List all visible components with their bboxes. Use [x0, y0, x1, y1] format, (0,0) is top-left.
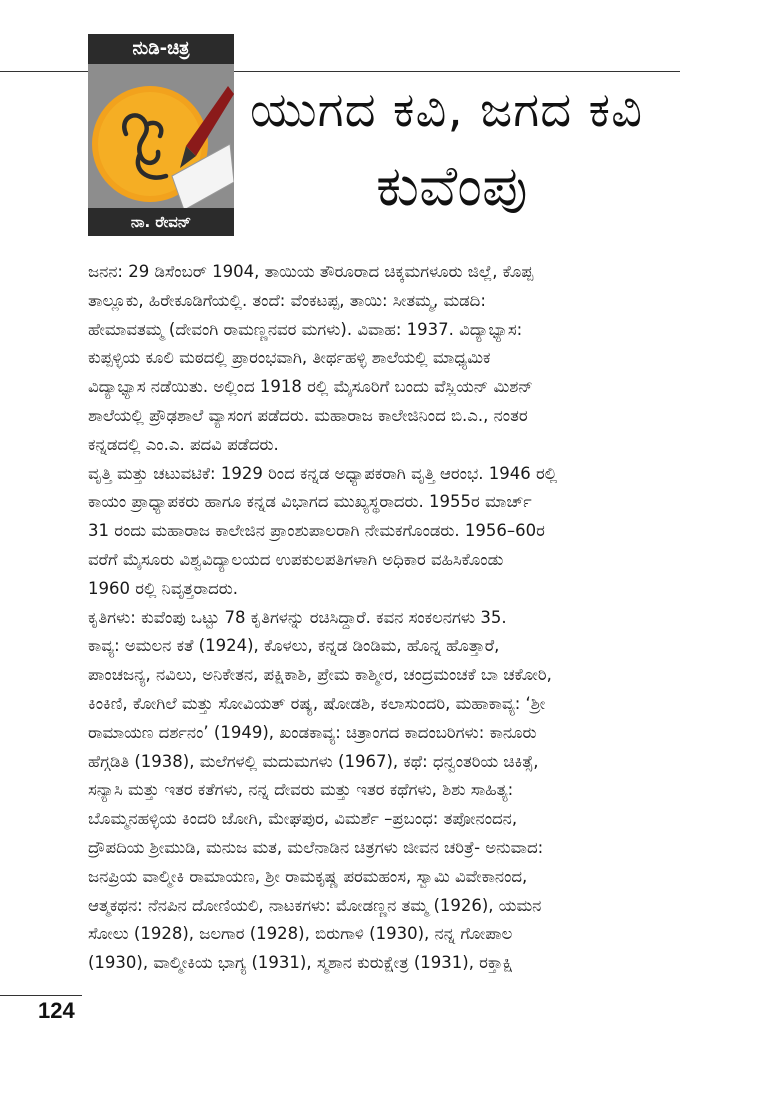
body-line: 31 ರಂದು ಮಹಾರಾಜ ಕಾಲೇಜಿನ ಪ್ರಾಂಶುಪಾಲರಾಗಿ ನೇಮಕಗೊಂಡರು. 1956–60ರ: [88, 521, 545, 541]
body-line: ಕನ್ನಡದಲ್ಲಿ ಎಂ.ಎ. ಪದವಿ ಪಡೆದರು.: [88, 434, 279, 454]
body-line: ವಿದ್ಯಾಭ್ಯಾಸ ನಡೆಯಿತು. ಅಲ್ಲಿಂದ 1918 ರಲ್ಲಿ ಮೈಸೂರಿಗೆ ಬಂದು ವೆಸ್ಲಿಯನ್ ಮಿಶನ್: [88, 377, 533, 397]
author-name: ನಾ. ರೇವನ್: [88, 208, 234, 236]
pen-nib-logo-icon: [88, 64, 234, 210]
body-line: ಹೇಮಾವತಮ್ಮ (ದೇವಂಗಿ ರಾಮಣ್ಣನವರ ಮಗಳು). ವಿವಾಹ: 1937. ವಿದ್ಯಾಭ್ಯಾಸ:: [88, 319, 523, 339]
body-line: ಬೊಮ್ಮನಹಳ್ಳಿಯ ಕಿಂದರಿ ಜೋಗಿ, ಮೇಘಪುರ, ವಿಮರ್ಶೆ –ಪ್ರಬಂಧ: ತಪೋನಂದನ,: [88, 809, 518, 829]
body-line: ಕೃತಿಗಳು: ಕುವೆಂಪು ಒಟ್ಟು 78 ಕೃತಿಗಳನ್ನು ರಚಿಸಿದ್ದಾರೆ. ಕವನ ಸಂಕಲನಗಳು 35.: [88, 607, 507, 627]
body-line: ಕುಪ್ಪಳ್ಳಿಯ ಕೂಲಿ ಮಠದಲ್ಲಿ ಪ್ರಾರಂಭವಾಗಿ, ತೀರ್ಥಹಳ್ಳಿ ಶಾಲೆಯಲ್ಲಿ ಮಾಧ್ಯಮಿಕ: [88, 348, 491, 368]
body-line: ಕಿಂಕಿಣಿ, ಕೋಗಿಲೆ ಮತ್ತು ಸೋವಿಯತ್ ರಷ್ಯ, ಷೋಡಶಿ, ಕಲಾಸುಂದರಿ, ಮಹಾಕಾವ್ಯ: ‘ಶ್ರೀ: [88, 693, 546, 713]
body-line: ಸೋಲು (1928), ಜಲಗಾರ (1928), ಬಿರುಗಾಳಿ (1930), ನನ್ನ ಗೋಪಾಲ: [88, 924, 513, 944]
body-line: ಆತ್ಮಕಥನ: ನೆನಪಿನ ದೋಣಿಯಲಿ, ನಾಟಕಗಳು: ಮೋಡಣ್ಣನ ತಮ್ಮ (1926), ಯಮನ: [88, 895, 542, 915]
body-line: ಕಾಯಂ ಪ್ರಾಧ್ಯಾಪಕರು ಹಾಗೂ ಕನ್ನಡ ವಿಭಾಗದ ಮುಖ್ಯಸ್ಥರಾದರು. 1955ರ ಮಾರ್ಚ್: [88, 492, 532, 512]
body-line: ಜನಪ್ರಿಯ ವಾಲ್ಮೀಕಿ ರಾಮಾಯಣ, ಶ್ರೀ ರಾಮಕೃಷ್ಣ ಪರಮಹಂಸ, ಸ್ವಾಮಿ ವಿವೇಕಾನಂದ,: [88, 866, 528, 886]
page-title-line1: ಯುಗದ ಕವಿ, ಜಗದ ಕವಿ: [250, 82, 644, 138]
body-line: (1930), ವಾಲ್ಮೀಕಿಯ ಭಾಗ್ಯ (1931), ಸ್ಮಶಾನ ಕುರುಕ್ಷೇತ್ರ (1931), ರಕ್ತಾಕ್ಷಿ: [88, 953, 513, 973]
footer-rule: [0, 995, 82, 996]
page-number: 124: [38, 998, 75, 1023]
body-line: ವರೆಗೆ ಮೈಸೂರು ವಿಶ್ವವಿದ್ಯಾಲಯದ ಉಪಕುಲಪತಿಗಳಾಗಿ ಅಧಿಕಾರ ವಹಿಸಿಕೊಂಡು: [88, 549, 504, 569]
body-line: 1960 ರಲ್ಲಿ ನಿವೃತ್ತರಾದರು.: [88, 578, 238, 598]
body-line: ರಾಮಾಯಣ ದರ್ಶನಂ’ (1949), ಖಂಡಕಾವ್ಯ: ಚಿತ್ರಾಂಗದ ಕಾದಂಬರಿಗಳು: ಕಾನೂರು: [88, 722, 537, 742]
body-line: ಹೆಗ್ಗಡಿತಿ (1938), ಮಲೆಗಳಲ್ಲಿ ಮದುಮಗಳು (1967), ಕಥೆ: ಧನ್ವಂತರಿಯ ಚಿಕಿತ್ಸೆ,: [88, 751, 539, 771]
page-title-line2: ಕುವೆಂಪು: [376, 154, 528, 219]
body-line: ಶಾಲೆಯಲ್ಲಿ ಪ್ರೌಢಶಾಲೆ ವ್ಯಾಸಂಗ ಪಡೆದರು. ಮಹಾರಾಜ ಕಾಲೇಜಿನಿಂದ ಬಿ.ಎ., ನಂತರ: [88, 405, 528, 425]
body-line: ವೃತ್ತಿ ಮತ್ತು ಚಟುವಟಿಕೆ: 1929 ರಿಂದ ಕನ್ನಡ ಅಧ್ಯಾಪಕರಾಗಿ ವೃತ್ತಿ ಆರಂಭ. 1946 ರಲ್ಲಿ: [88, 463, 558, 483]
section-label: ನುಡಿ-ಚಿತ್ರ: [88, 34, 234, 64]
body-line: ದ್ರೌಪದಿಯ ಶ್ರೀಮುಡಿ, ಮನುಜ ಮತ, ಮಲೆನಾಡಿನ ಚಿತ್ರಗಳು ಜೀವನ ಚರಿತ್ರೆ- ಅನುವಾದ:: [88, 837, 544, 857]
body-line: ಪಾಂಚಜನ್ಯ, ನವಿಲು, ಅನಿಕೇತನ, ಪಕ್ಷಿಕಾಶಿ, ಪ್ರೇಮ ಕಾಶ್ಮೀರ, ಚಂದ್ರಮಂಚಕೆ ಬಾ ಚಕೋರಿ,: [88, 665, 552, 685]
article-body: [88, 258, 688, 978]
section-badge: [88, 34, 234, 236]
body-line: ಜನನ: 29 ಡಿಸೆಂಬರ್ 1904, ತಾಯಿಯ ತೌರೂರಾದ ಚಿಕ್ಕಮಗಳೂರು ಜಿಲ್ಲೆ, ಕೊಪ್ಪ: [88, 262, 534, 281]
body-line: ಸನ್ಯಾಸಿ ಮತ್ತು ಇತರ ಕತೆಗಳು, ನನ್ನ ದೇವರು ಮತ್ತು ಇತರ ಕಥೆಗಳು, ಶಿಶು ಸಾಹಿತ್ಯ:: [88, 780, 514, 800]
body-line: ತಾಲ್ಲೂಕು, ಹಿರೇಕೂಡಿಗೆಯಲ್ಲಿ. ತಂದೆ: ವೆಂಕಟಪ್ಪ, ತಾಯಿ: ಸೀತಮ್ಮ, ಮಡದಿ:: [88, 290, 486, 310]
body-line: ಕಾವ್ಯ: ಅಮಲನ ಕತೆ (1924), ಕೊಳಲು, ಕನ್ನಡ ಡಿಂಡಿಮ, ಹೊನ್ನ ಹೊತ್ತಾರೆ,: [88, 636, 500, 656]
